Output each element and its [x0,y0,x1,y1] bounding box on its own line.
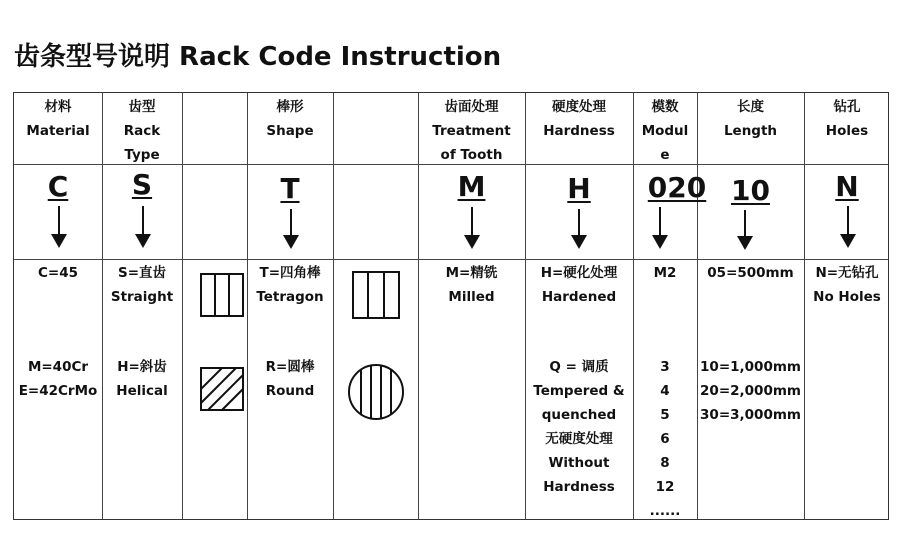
code-rack-type: S [131,168,153,201]
code-module: 020 [647,171,707,204]
code-shape: T [280,172,300,205]
rack-type-detail-2: H=斜齿 Helical [116,359,168,399]
column-divider [182,93,183,519]
length-detail-1: 05=500mm [707,265,794,281]
straight-teeth-icon [200,273,246,319]
code-hardness: H [567,172,591,205]
arrow-down-icon [578,209,580,235]
header-module: 模数 Modul e [641,99,689,163]
code-length: 10 [731,174,770,207]
page-title: 齿条型号说明 Rack Code Instruction [14,42,502,72]
module-detail-1: M2 [653,265,677,281]
holes-detail-1: N=无钻孔 No Holes [813,265,881,305]
header-rack-type: 齿型 Rack Type [123,99,161,163]
header-hardness: 硬度处理 Hardness [543,99,615,139]
arrow-down-icon [290,209,292,235]
treatment-detail-1: M=精铣 Milled [445,265,498,305]
arrow-down-icon [744,210,746,236]
arrow-down-icon [471,207,473,235]
tetragon-bar-icon [352,271,402,321]
module-detail-2: 3 4 5 6 8 12 ...... [649,359,681,519]
shape-detail-2: R=圆棒 Round [265,359,315,399]
header-treatment: 齿面处理 Treatment of Tooth [432,99,511,163]
rack-type-detail-1: S=直齿 Straight [110,265,174,305]
hardness-detail-1: H=硬化处理 Hardened [540,265,618,305]
arrow-down-icon [847,206,849,234]
code-treatment: M [457,170,486,203]
code-holes: N [835,170,859,203]
column-divider [333,93,334,519]
code-material: C [47,170,69,203]
header-material: 材料 Material [26,99,90,139]
header-holes: 钻孔 Holes [825,99,869,139]
header-length: 长度 Length [723,99,778,139]
column-divider [697,93,698,519]
round-bar-icon [347,363,405,421]
material-detail-1: C=45 [37,265,78,281]
header-shape: 棒形 Shape [266,99,314,139]
material-detail-2: M=40Cr E=42CrMo [18,359,98,399]
hardness-detail-2: Q = 调质 Tempered & quenched 无硬度处理 Without Hardness [533,359,625,495]
length-detail-2: 10=1,000mm 20=2,000mm 30=3,000mm [700,359,801,423]
helical-teeth-icon [200,367,246,413]
arrow-down-icon [58,206,60,234]
rack-code-table [13,92,889,520]
shape-detail-1: T=四角棒 Tetragon [256,265,324,305]
code-divider [14,259,888,260]
arrow-down-icon [659,207,661,235]
arrow-down-icon [142,206,144,234]
